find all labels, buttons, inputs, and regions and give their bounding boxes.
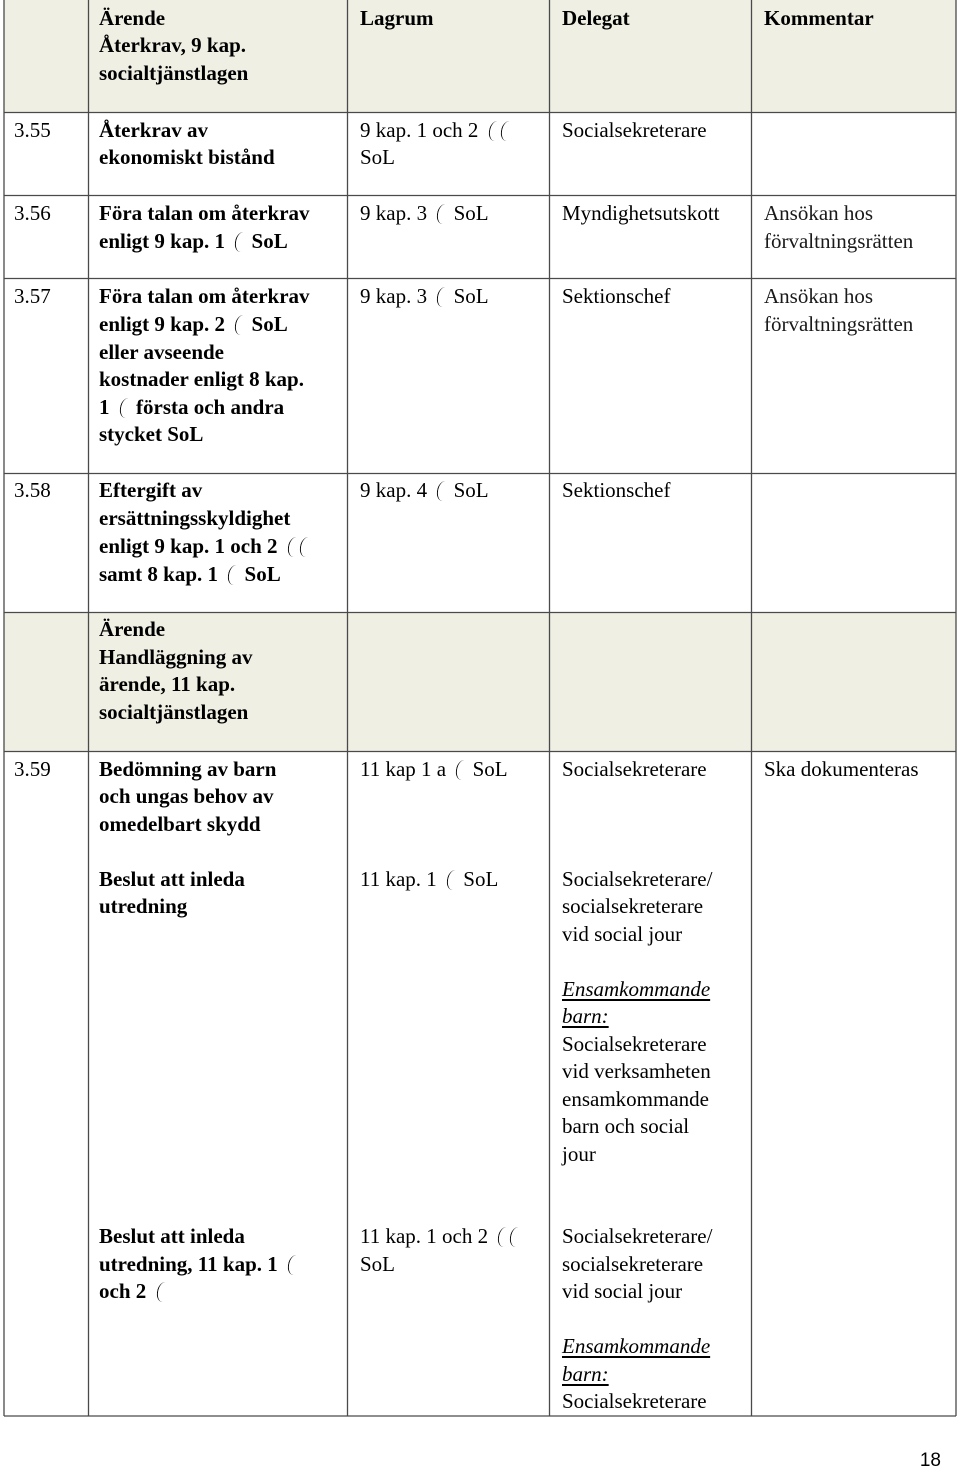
row-357-arende-line6: stycket SoL: [99, 422, 204, 446]
row-357-arende-line2: [99, 311, 288, 339]
row-359b-delegat-line8: ensamkommande: [562, 1087, 709, 1111]
row-359b-lagrum-sol: SoL: [463, 867, 499, 891]
page-number: 18: [919, 1450, 941, 1471]
row-358-lagrum: [360, 477, 489, 505]
row-359b-delegat-line10: jour: [562, 1142, 596, 1166]
row-359c-arende-text2: utredning, 11 kap. 1: [99, 1252, 278, 1276]
row-359c-arende-line2: [99, 1251, 299, 1279]
row-359b-lagrum-text: 11 kap. 1: [360, 867, 437, 891]
row-359c-delegat-line2: socialsekreterare: [562, 1252, 704, 1276]
row-359c-arende-line3: [99, 1278, 168, 1306]
row-359b-delegat-line2: socialsekreterare: [562, 894, 704, 918]
section-shade-col4: [550, 612, 751, 752]
row-357-lagrum-text: 9 kap. 3: [360, 284, 428, 308]
section-sign-icon: [432, 283, 448, 310]
row-359b-delegat-line6: Socialsekreterare: [562, 1032, 707, 1056]
section-arende-line4: socialtjänstlagen: [99, 700, 249, 724]
row-355-delegat: Socialsekreterare: [562, 118, 707, 142]
row-359-lagrum-text: 11 kap 1 a: [360, 757, 447, 781]
row-359-lagrum-sol: SoL: [472, 757, 508, 781]
row-359b-delegat-line9: barn och social: [562, 1114, 690, 1138]
section-sign-icon: [432, 200, 448, 227]
row-357-arende-text5: första och andra: [136, 395, 285, 419]
row-359-arende-line3: omedelbart skydd: [99, 812, 261, 836]
row-356-kommentar-line1: Ansökan hos: [764, 201, 874, 225]
row-358-arende-line1: Eftergift av: [99, 478, 203, 502]
section-shade-col3: [348, 612, 549, 752]
row-356-lagrum: [360, 200, 489, 228]
row-359c-lagrum-line2: SoL: [360, 1252, 396, 1276]
section-sign-icon: [442, 866, 458, 893]
section-sign-icon: [223, 561, 239, 588]
section-shade-col1: [4, 612, 88, 752]
header-delegat: Delegat: [562, 6, 630, 30]
row-355-lagrum-text: 9 kap. 1 och 2: [360, 118, 479, 142]
section-sign-icon: [230, 311, 246, 338]
row-359b-lagrum: [360, 866, 498, 894]
row-359b-delegat-line5: barn:: [562, 1004, 609, 1028]
row-359-delegat: Socialsekreterare: [562, 757, 707, 781]
row-357-arende-text: enligt 9 kap. 2: [99, 312, 226, 336]
row-359-kommentar: Ska dokumenteras: [764, 757, 919, 781]
row-359c-delegat-line3: vid social jour: [562, 1279, 683, 1303]
row-359b-delegat-line1: Socialsekreterare/: [562, 867, 713, 891]
section-shade-col5: [752, 612, 956, 752]
row-358-arende-line4: [99, 561, 281, 589]
row-359c-arende-text3: och 2: [99, 1279, 147, 1303]
row-358-lagrum-sol: SoL: [453, 478, 489, 502]
row-355-arende-line2: ekonomiskt bistånd: [99, 145, 275, 169]
row-355-number: 3.55: [14, 118, 51, 142]
header-kommentar: Kommentar: [764, 6, 874, 30]
section-sign-icon: [230, 228, 246, 255]
row-357-arende-num: 1: [99, 395, 110, 419]
row-359c-lagrum-line1: [360, 1223, 521, 1251]
row-357-number: 3.57: [14, 284, 51, 308]
section-sign-icon: [451, 756, 467, 783]
header-arende-subtitle: Återkrav, 9 kap.: [99, 33, 246, 57]
row-356-arende-line1: Föra talan om återkrav: [99, 201, 310, 225]
section-sign-icon: [432, 477, 448, 504]
row-359b-arende-line1: Beslut att inleda: [99, 867, 245, 891]
header-arende-law: socialtjänstlagen: [99, 61, 249, 85]
row-355-arende-line1: Återkrav av: [99, 118, 209, 142]
row-359-number: 3.59: [14, 757, 51, 781]
row-358-arende-text4: samt 8 kap. 1: [99, 562, 219, 586]
row-359-arende-line1: Bedömning av barn: [99, 757, 277, 781]
row-358-arende-sol: SoL: [244, 562, 281, 586]
row-359c-delegat-line6: Socialsekreterare: [562, 1389, 707, 1413]
row-356-arende-line2: [99, 228, 288, 256]
row-357-kommentar-line2: förvaltningsrätten: [764, 312, 914, 336]
row-359b-delegat-line3: vid social jour: [562, 922, 683, 946]
row-359c-delegat-line1: Socialsekreterare/: [562, 1224, 713, 1248]
section-arende-line3: ärende, 11 kap.: [99, 672, 236, 696]
row-357-arende-line4: kostnader enligt 8 kap.: [99, 367, 304, 391]
double-section-sign-icon: [484, 117, 512, 144]
row-357-arende-line1: Föra talan om återkrav: [99, 284, 310, 308]
row-356-number: 3.56: [14, 201, 51, 225]
row-358-arende-line3: [99, 533, 311, 561]
row-359b-arende-line2: utredning: [99, 894, 188, 918]
row-357-lagrum-sol: SoL: [453, 284, 489, 308]
row-358-number: 3.58: [14, 478, 51, 502]
row-359b-delegat-line7: vid verksamheten: [562, 1059, 711, 1083]
row-359c-delegat-line5: barn:: [562, 1362, 609, 1386]
double-section-sign-icon: [493, 1223, 521, 1250]
section-sign-icon: [152, 1278, 168, 1305]
row-356-lagrum-sol: SoL: [453, 201, 489, 225]
row-358-delegat: Sektionschef: [562, 478, 671, 502]
section-arende-title: Ärende: [99, 617, 166, 641]
row-357-arende-sol: SoL: [251, 312, 288, 336]
row-357-delegat: Sektionschef: [562, 284, 671, 308]
section-sign-icon: [115, 394, 131, 421]
row-356-lagrum-text: 9 kap. 3: [360, 201, 428, 225]
row-356-arende-text: enligt 9 kap. 1: [99, 229, 226, 253]
row-359c-lagrum-text: 11 kap. 1 och 2: [360, 1224, 489, 1248]
double-section-sign-icon: [283, 533, 311, 560]
section-sign-icon: [283, 1251, 299, 1278]
row-355-lagrum-line1: [360, 117, 512, 145]
row-357-arende-line3: eller avseende: [99, 340, 224, 364]
row-358-lagrum-text: 9 kap. 4: [360, 478, 428, 502]
row-359-lagrum: [360, 756, 508, 784]
header-lagrum: Lagrum: [360, 6, 434, 30]
section-arende-line2: Handläggning av: [99, 645, 253, 669]
row-359-arende-line2: och ungas behov av: [99, 784, 274, 808]
row-357-arende-line5: [99, 394, 284, 422]
row-359c-delegat-line4: Ensamkommande: [562, 1334, 711, 1358]
row-358-arende-text3: enligt 9 kap. 1 och 2: [99, 534, 278, 558]
row-357-lagrum: [360, 283, 489, 311]
row-359c-arende-line1: Beslut att inleda: [99, 1224, 245, 1248]
row-356-delegat: Myndighetsutskott: [562, 201, 720, 225]
row-355-lagrum-line2: SoL: [360, 145, 396, 169]
row-357-kommentar-line1: Ansökan hos: [764, 284, 874, 308]
row-358-arende-line2: ersättningsskyldighet: [99, 506, 291, 530]
row-356-kommentar-line2: förvaltningsrätten: [764, 229, 914, 253]
row-356-arende-sol: SoL: [251, 229, 288, 253]
header-arende-title: Ärende: [99, 6, 166, 30]
row-359b-delegat-line4: Ensamkommande: [562, 977, 711, 1001]
